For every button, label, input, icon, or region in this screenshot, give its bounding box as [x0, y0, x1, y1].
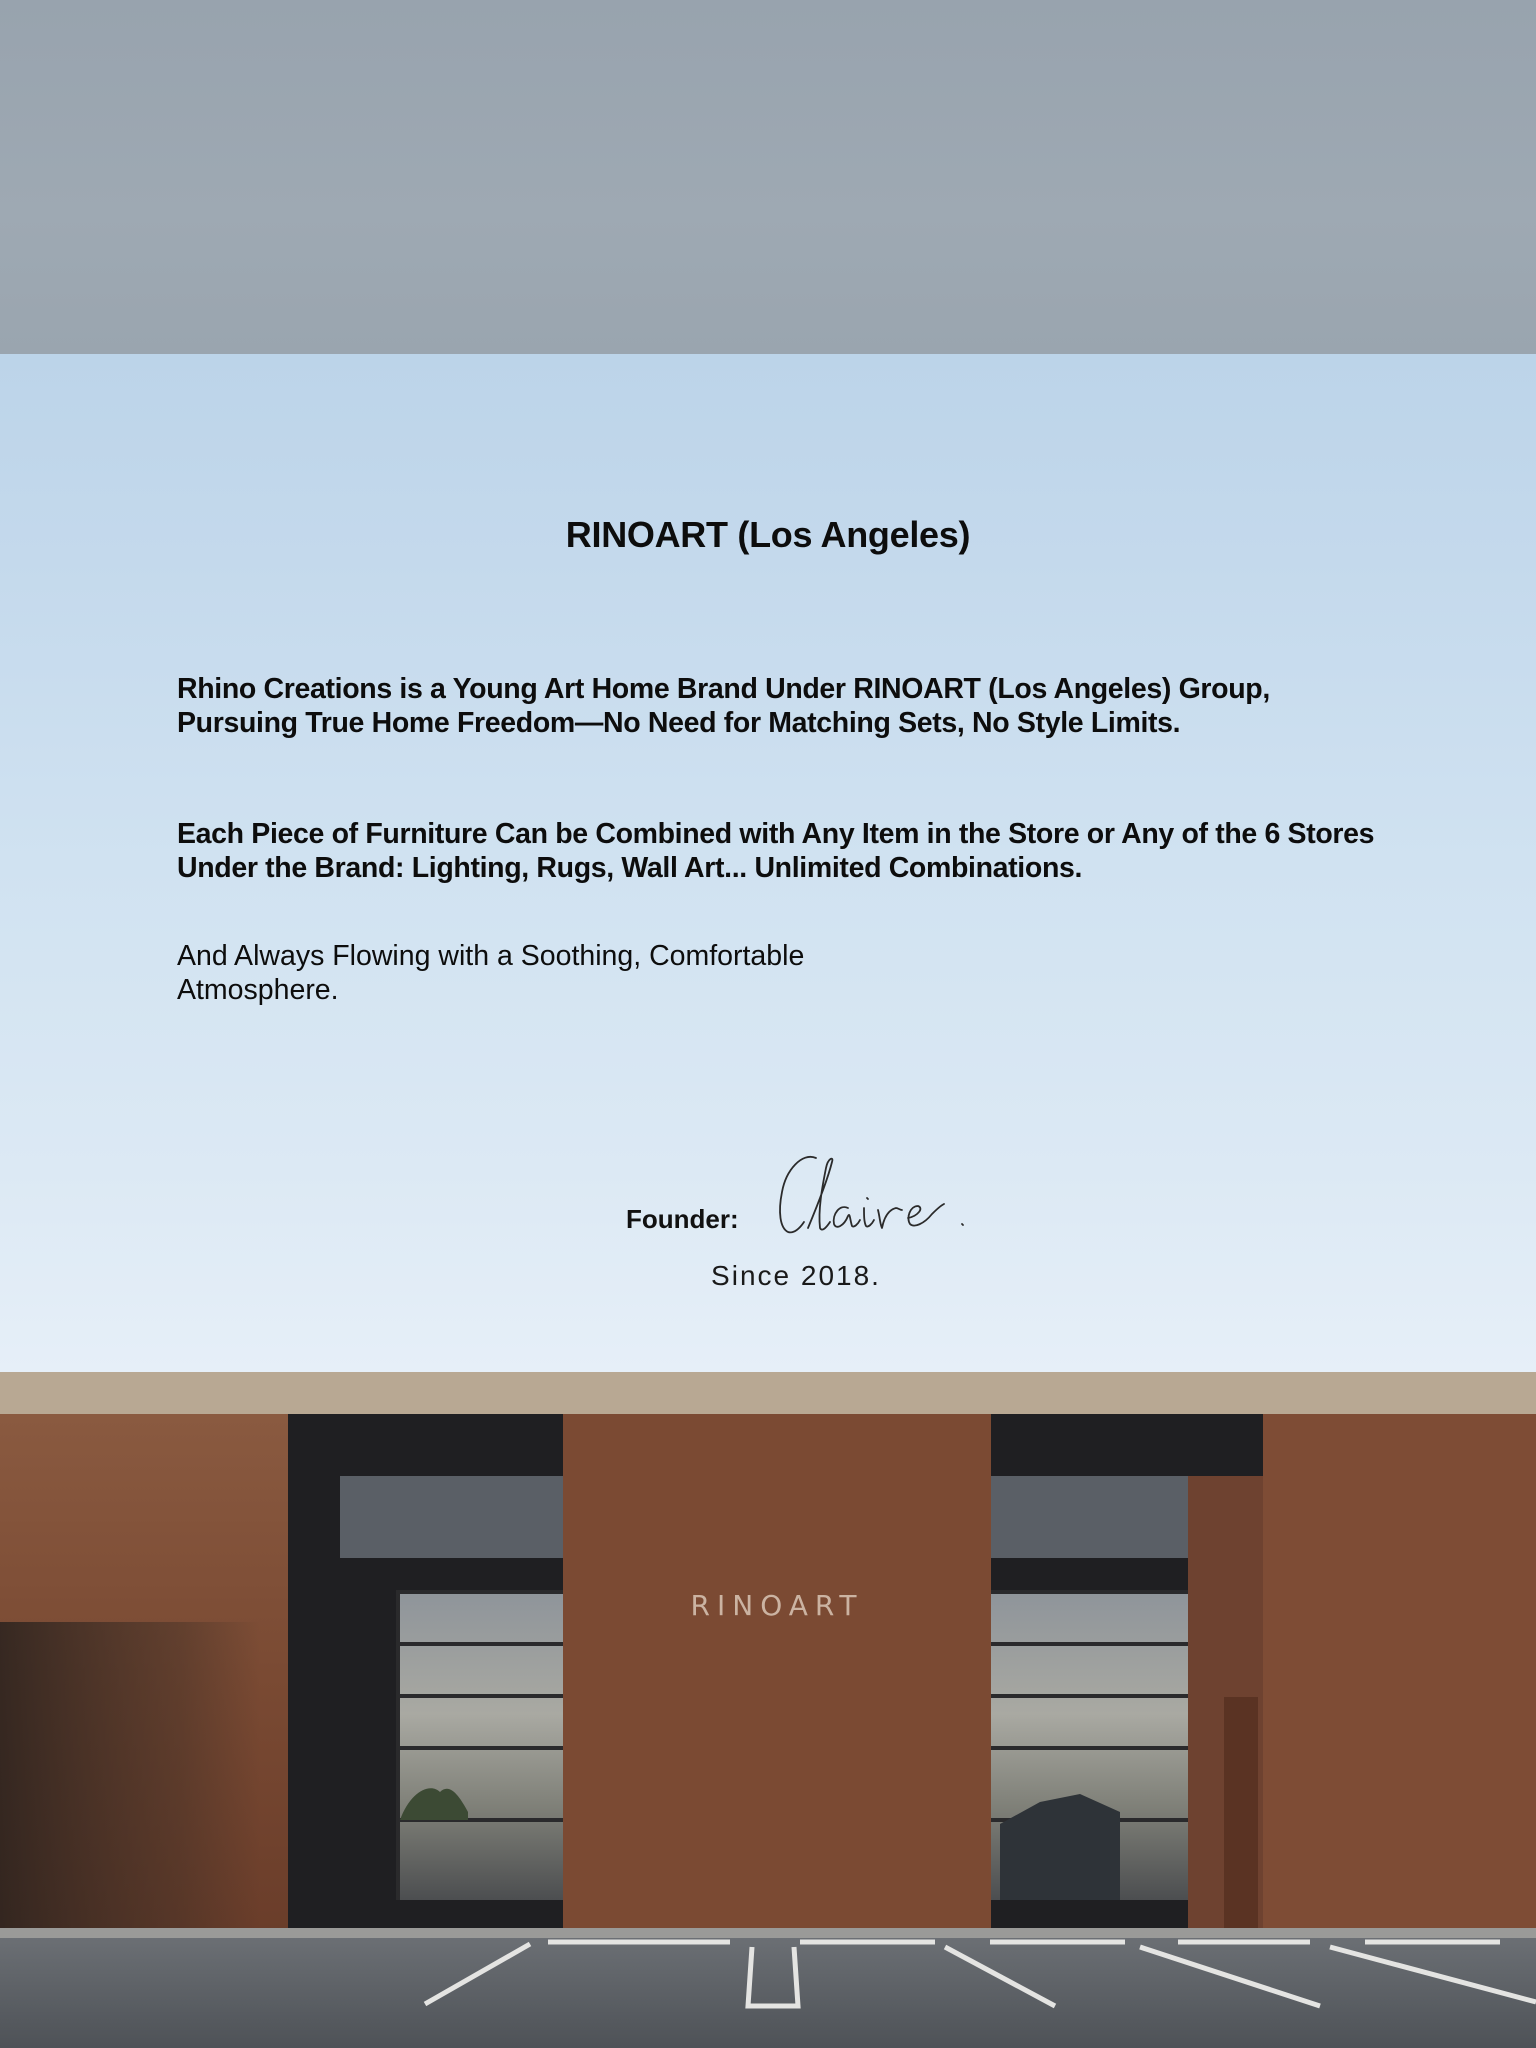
- facade-shadow: [0, 1622, 260, 1934]
- building-sign: RINOART: [690, 1589, 864, 1622]
- founder-signature: [768, 1148, 978, 1248]
- top-gray-band: [0, 0, 1536, 354]
- combination-paragraph: Each Piece of Furniture Can be Combined with Any Item in the Store or Any of the 6 Stores Under the Brand: Lighting, Rugs, Wall Art... Unlimited Combinations.: [177, 818, 1375, 884]
- right-recess-ceiling: [991, 1476, 1191, 1558]
- center-block: [563, 1414, 991, 1934]
- left-glass: [398, 1590, 563, 1900]
- signature-text: Claire.: [768, 1148, 771, 1149]
- building-photo: [0, 1372, 1536, 2048]
- curb: [0, 1928, 1536, 1938]
- page-title: RINOART (Los Angeles): [565, 514, 971, 555]
- right-block: [1263, 1414, 1536, 1934]
- founder-row: [0, 1148, 1536, 1248]
- parking-lot: [0, 1938, 1536, 2048]
- roof-edge: [0, 1372, 1536, 1414]
- left-recess-ceiling: [340, 1476, 563, 1558]
- atmosphere-paragraph: And Always Flowing with a Soothing, Comfortable Atmosphere.: [177, 940, 805, 1006]
- side-door: [1224, 1697, 1258, 1934]
- founder-label: Founder:: [626, 1204, 739, 1234]
- intro-paragraph: Rhino Creations is a Young Art Home Brand Under RINOART (Los Angeles) Group, Pursuing True Home Freedom—No Need for Matching Sets, No Style Limits.: [177, 673, 1270, 739]
- since-text: Since 2018.: [711, 1260, 881, 1291]
